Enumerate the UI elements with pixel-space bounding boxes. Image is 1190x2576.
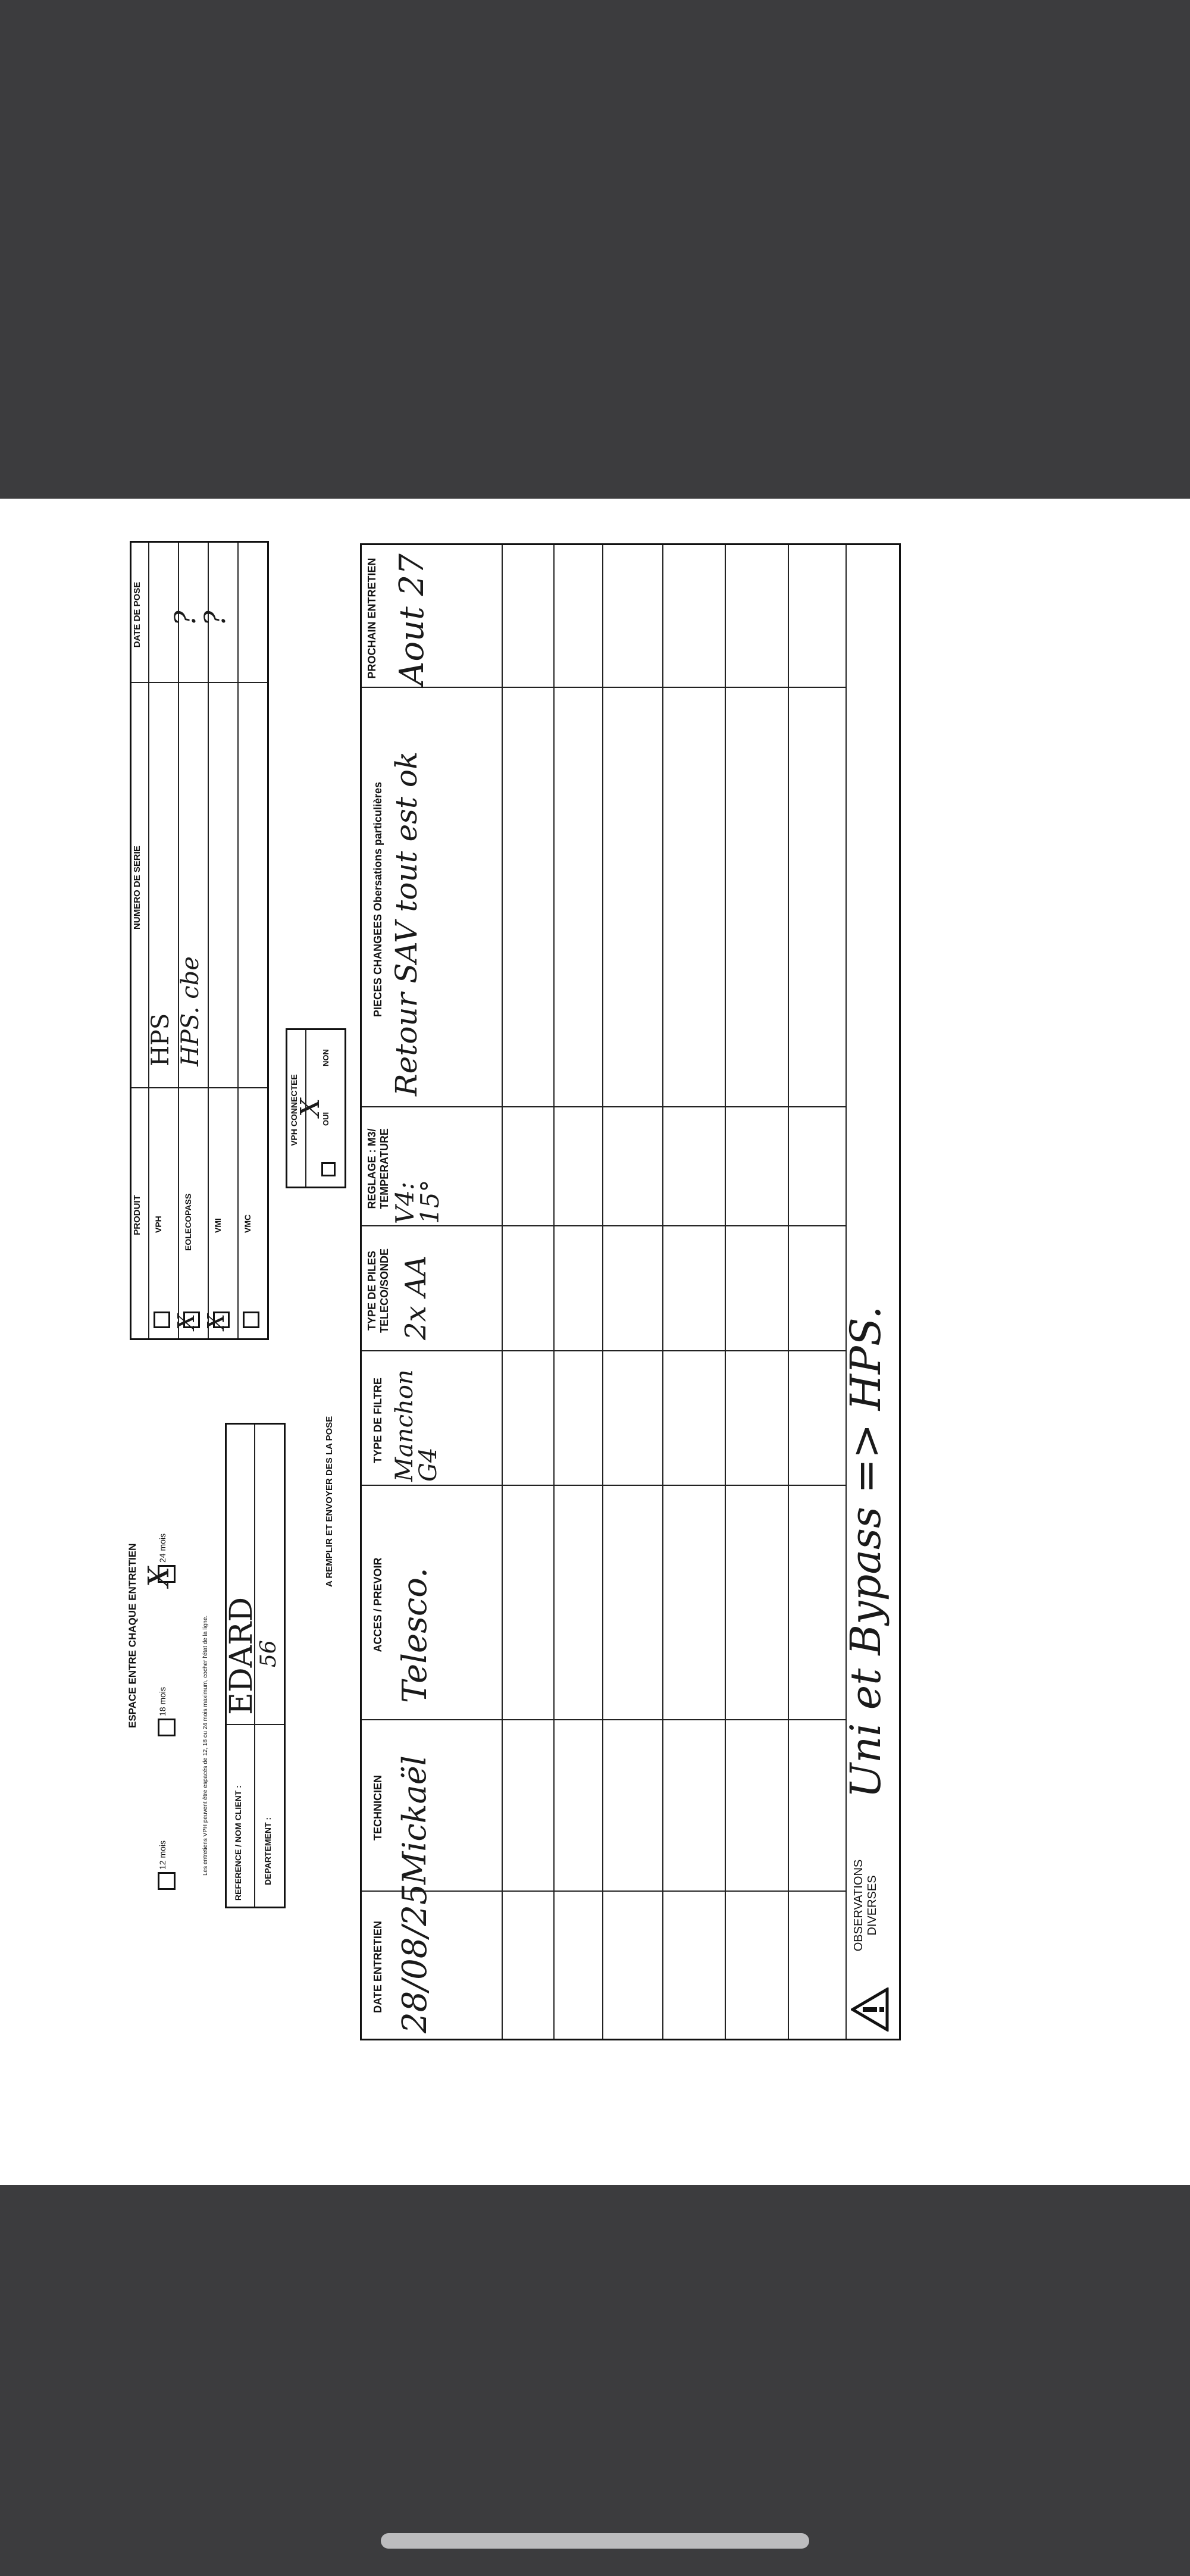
th-date-entretien: DATE ENTRETIEN	[372, 1921, 384, 2013]
maintenance-form	[0, 499, 1190, 2185]
cell-date-entretien[interactable]: 28/08/25	[396, 1883, 434, 2033]
bottom-dark-band	[0, 2185, 1190, 2576]
cell-acces[interactable]: Telesco.	[396, 1567, 434, 1703]
th-type-filtre: TYPE DE FILTRE	[372, 1378, 384, 1463]
cell-pieces-changees[interactable]: Retour SAV tout est ok	[389, 751, 424, 1096]
cell-reglage[interactable]: V4: 15°	[390, 1179, 444, 1224]
cell-technicien[interactable]: Mickaël	[396, 1755, 433, 1885]
date-pose-vmi[interactable]: ?	[199, 611, 232, 626]
checkbox-vmc[interactable]	[243, 1312, 259, 1328]
checkbox-eolecopass-mark: X	[173, 1313, 199, 1330]
cell-prochain-entretien[interactable]: Aout 27	[393, 553, 431, 686]
a-remplir-note: A REMPLIR ET ENVOYER DES LA POSE	[324, 1416, 334, 1587]
produit-vmi-label: VMI	[213, 1218, 223, 1233]
connectee-mark: X	[295, 1098, 325, 1117]
espace-title: ESPACE ENTRE CHAQUE ENTRETIEN	[127, 1543, 138, 1728]
produit-eolecopass-label: EOLECOPASS	[183, 1193, 193, 1251]
vph-connectee-title: VPH CONNECTEE	[289, 1074, 299, 1146]
checkbox-18-mois[interactable]	[158, 1719, 176, 1736]
option-12-mois-label: 12 mois	[158, 1840, 167, 1870]
checkbox-12-mois[interactable]	[158, 1872, 176, 1890]
reference-value[interactable]: EDARD	[224, 1597, 259, 1715]
observations-label: OBSERVATIONS DIVERSES	[852, 1859, 879, 1952]
top-dark-band	[0, 0, 1190, 499]
th-pieces-changees: PIECES CHANGEES Obersations particulières	[372, 781, 384, 1018]
serial-eolecopass[interactable]: HPS. cbe	[177, 956, 204, 1066]
departement-value[interactable]: 56	[256, 1640, 281, 1667]
col-date-pose: DATE DE POSE	[132, 581, 142, 648]
col-numero-serie: NUMERO DE SERIE	[132, 846, 142, 929]
produit-vmc-label: VMC	[243, 1214, 252, 1233]
scanned-form-page	[0, 499, 1190, 2185]
cell-type-filtre[interactable]: Manchon G4	[391, 1369, 442, 1482]
produit-vph-label: VPH	[154, 1216, 163, 1233]
checkbox-vph[interactable]	[154, 1312, 170, 1328]
checkbox-vmi-mark: X	[203, 1313, 229, 1330]
checkbox-24-mois-mark: X	[142, 1566, 176, 1587]
th-type-piles: TYPE DE PILES TELECO/SONDE	[366, 1248, 390, 1334]
col-produit: PRODUIT	[132, 1195, 142, 1235]
option-24-mois-label: 24 mois	[158, 1533, 167, 1563]
home-indicator[interactable]	[381, 2533, 809, 2549]
option-18-mois-label: 18 mois	[158, 1686, 167, 1716]
espace-note: Les entretiens VPH peuvent être espacés de 12, 18 ou 24 mois maximum, cocher l'état de la ligne.	[202, 1615, 209, 1876]
th-prochain-entretien: PROCHAIN ENTRETIEN	[366, 558, 378, 679]
checkbox-connectee-oui[interactable]	[321, 1162, 336, 1176]
warning-icon	[851, 1987, 889, 2032]
th-reglage: REGLAGE : M3/ TEMPERATURE	[366, 1128, 390, 1209]
reference-label: REFERENCE / NOM CLIENT :	[233, 1785, 243, 1901]
connectee-non-label: NON	[321, 1049, 330, 1066]
cell-type-piles[interactable]: 2x AA	[399, 1255, 433, 1340]
date-pose-eolecopass[interactable]: ?	[169, 611, 202, 626]
th-technicien: TECHNICIEN	[372, 1775, 384, 1841]
entretien-table	[360, 543, 901, 2040]
departement-label: DEPARTEMENT :	[263, 1817, 273, 1885]
connectee-oui-label: OUI	[321, 1112, 330, 1126]
observations-value[interactable]: Uni et Bypass => HPS.	[841, 1306, 890, 1798]
th-acces-prevoir: ACCES / PREVOIR	[372, 1557, 384, 1652]
serial-vph[interactable]: HPS	[147, 1013, 174, 1066]
